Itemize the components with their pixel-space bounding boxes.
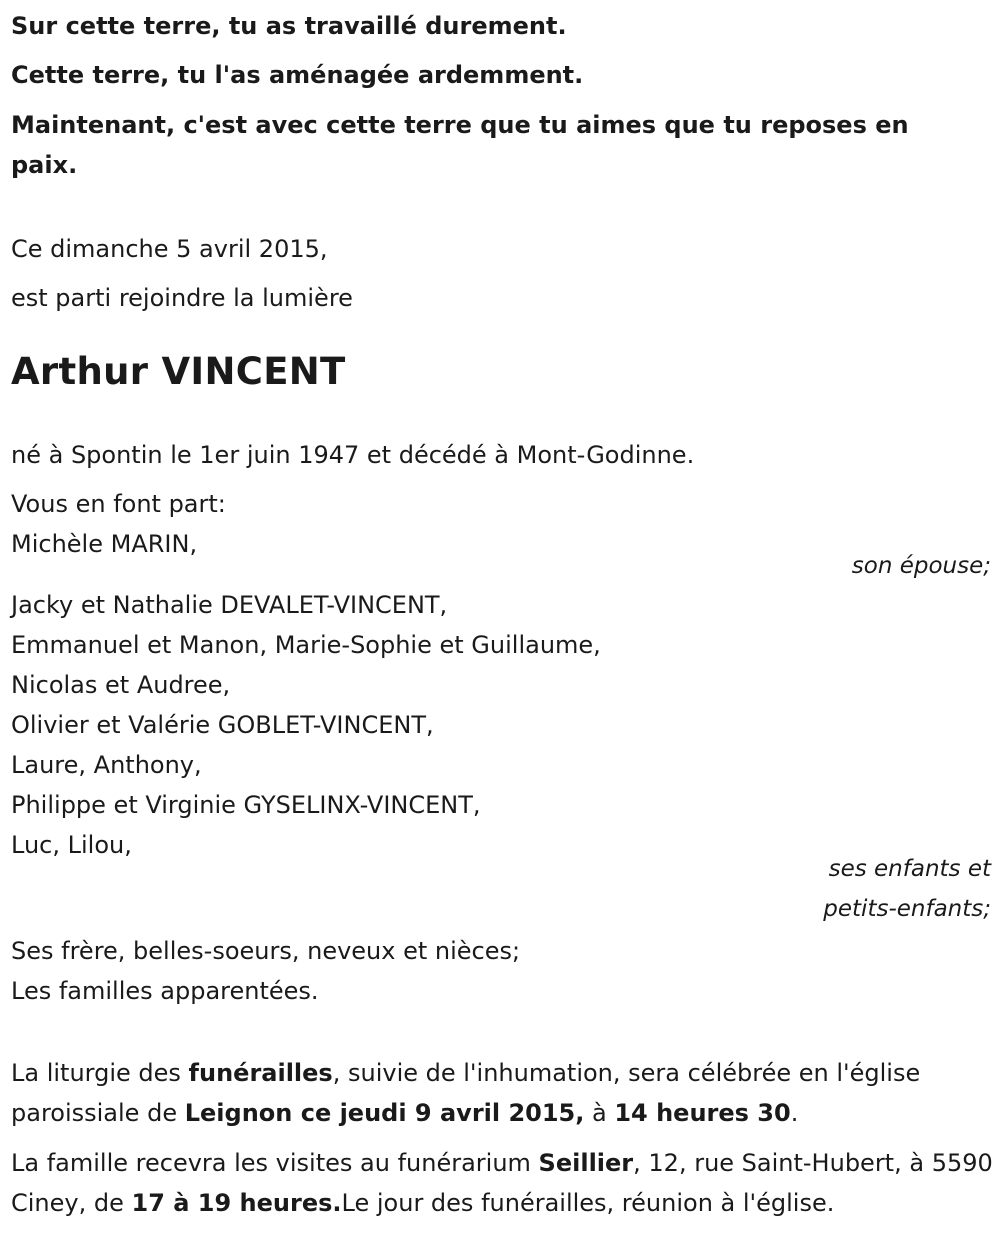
list-item: Luc, Lilou, [11, 831, 132, 859]
spouse-name: Michèle MARIN, [11, 530, 198, 558]
list-item: Philippe et Virginie GYSELINX-VINCENT, [11, 791, 481, 819]
poem-line-1: Sur cette terre, tu as travaillé durement. [11, 12, 567, 40]
visits-text: La famille recevra les visites au funérarium [11, 1149, 539, 1177]
visiting-hours: 17 à 19 heures. [131, 1189, 342, 1217]
funeral-keyword: funérailles [188, 1059, 333, 1087]
list-item: Olivier et Valérie GOBLET-VINCENT, [11, 711, 434, 739]
birth-death-line: né à Spontin le 1er juin 1947 et décédé à Mont-Godinne. [11, 441, 695, 469]
announcement [11, 229, 991, 318]
list-item: Les familles apparentées. [11, 977, 319, 1005]
list-item: Laure, Anthony, [11, 751, 202, 779]
funeral-details [11, 1053, 991, 1223]
funeral-text: à [584, 1099, 615, 1127]
funeral-text: . [790, 1099, 799, 1127]
poem [11, 0, 991, 185]
family-intro: Vous en font part: [11, 490, 226, 518]
visits-text: , 12, rue Saint-Hubert, à 5590 Ciney, de [11, 1149, 993, 1217]
funeral-place-date: Leignon ce jeudi 9 avril 2015, [184, 1099, 585, 1127]
funeral-time: 14 heures 30 [614, 1099, 791, 1127]
spouse-relation: son épouse; [851, 553, 991, 579]
family-section [11, 484, 991, 1011]
funeral-home-name: Seillier [538, 1149, 634, 1177]
children-relation-line-1: ses enfants et [828, 856, 991, 882]
list-item: Ses frère, belles-soeurs, neveux et nièces; [11, 937, 521, 965]
list-item: Emmanuel et Manon, Marie-Sophie et Guillaume, [11, 631, 601, 659]
list-item: Jacky et Nathalie DEVALET-VINCENT, [11, 591, 448, 619]
obituary-notice [11, 0, 991, 1223]
list-item: Nicolas et Audree, [11, 671, 231, 699]
children-list [11, 585, 991, 865]
funeral-text: , suivie de l'inhumation, sera célébrée en l'église paroissiale de [11, 1059, 921, 1127]
visits-paragraph [11, 1143, 996, 1223]
children-relation-line-2: petits-enfants; [823, 896, 991, 922]
poem-line-3: Maintenant, c'est avec cette terre que tu aimes que tu reposes en paix. [11, 111, 909, 179]
deceased-name: Arthur VINCENT [11, 350, 346, 393]
poem-line-2: Cette terre, tu l'as aménagée ardemment. [11, 61, 584, 89]
departed-line: est parti rejoindre la lumière [11, 284, 353, 312]
visits-text: Le jour des funérailles, réunion à l'église. [341, 1189, 835, 1217]
funeral-text: La liturgie des [11, 1059, 189, 1087]
funeral-paragraph [11, 1053, 996, 1133]
date-line: Ce dimanche 5 avril 2015, [11, 235, 328, 263]
other-relatives [11, 931, 991, 1011]
